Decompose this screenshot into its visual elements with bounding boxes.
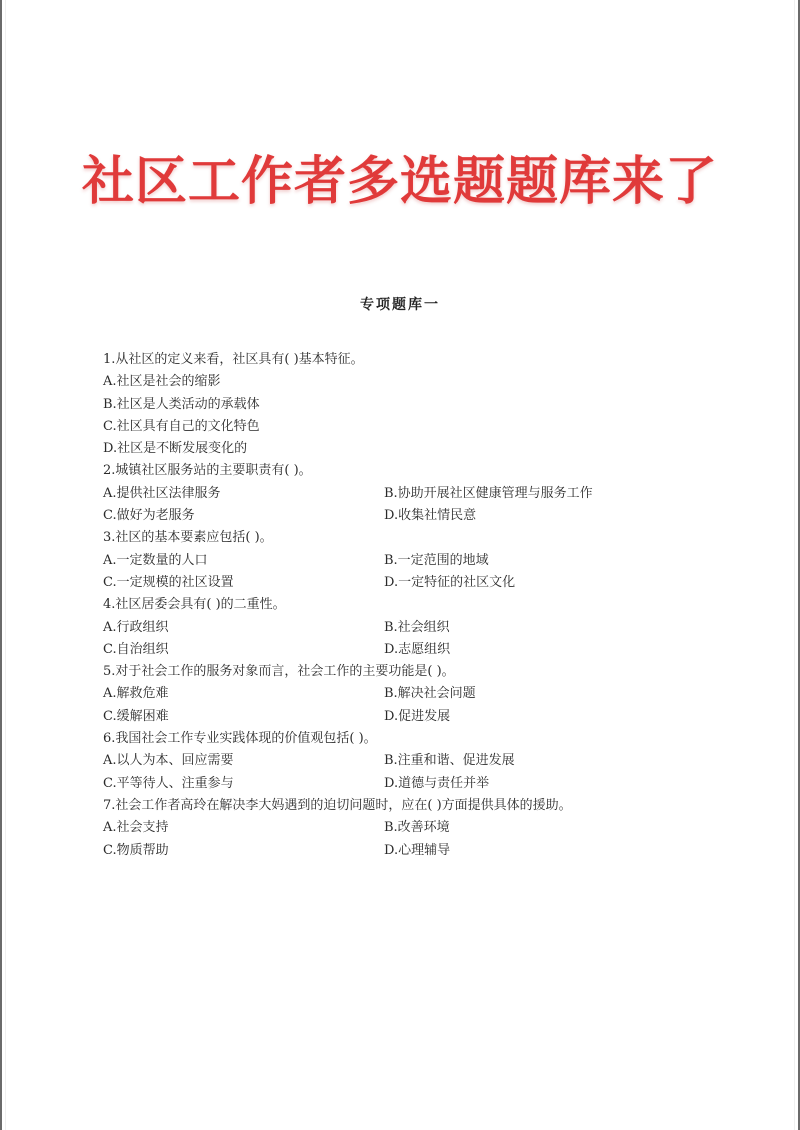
- option-d: D.一定特征的社区文化: [384, 574, 516, 590]
- option-row: [103, 617, 703, 639]
- page-title: 社区工作者多选题题库来了: [81, 151, 718, 212]
- option-b: B.社区是人类活动的承载体: [103, 396, 260, 412]
- option-row: [103, 550, 703, 572]
- option-c: C.自治组织: [103, 641, 169, 657]
- option-b: B.注重和谐、促进发展: [384, 753, 515, 769]
- question-stem: 4.社区居委会具有( )的二重性。: [103, 597, 286, 613]
- option-c: C.平等待人、注重参与: [103, 775, 234, 791]
- option-d: D.道德与责任并举: [384, 775, 490, 791]
- question-stem: 5.对于社会工作的服务对象而言，社会工作的主要功能是( )。: [103, 664, 455, 680]
- option-row: [103, 483, 703, 505]
- option-c: C.做好为老服务: [103, 508, 195, 524]
- question-stem: 1.从社区的定义来看，社区具有( )基本特征。: [103, 352, 364, 367]
- option-row: [103, 840, 703, 862]
- option-a: A.社区是社会的缩影: [103, 374, 221, 390]
- option-c: C.社区具有自己的文化特色: [103, 418, 260, 434]
- option-a: A.以人为本、回应需要: [103, 753, 234, 769]
- option-a: A.行政组织: [103, 619, 169, 635]
- option-b: B.社会组织: [384, 619, 450, 635]
- option-d: D.促进发展: [384, 708, 451, 724]
- option-d: D.心理辅导: [384, 842, 451, 858]
- question-stem: 7.社会工作者高玲在解决李大妈遇到的迫切问题时，应在( )方面提供具体的援助。: [103, 797, 572, 813]
- option-c: C.物质帮助: [103, 842, 169, 858]
- option-b: B.协助开展社区健康管理与服务工作: [384, 485, 593, 501]
- option-a: A.社会支持: [103, 820, 169, 836]
- option-a: A.提供社区法律服务: [103, 485, 221, 501]
- option-c: C.缓解困难: [103, 708, 169, 724]
- question-stem: 6.我国社会工作专业实践体现的价值观包括( )。: [103, 731, 377, 747]
- option-row: [103, 505, 703, 527]
- option-d: D.社区是不断发展变化的: [103, 441, 248, 457]
- option-row: [103, 683, 703, 705]
- option-row: [103, 706, 703, 728]
- option-b: B.一定范围的地域: [384, 552, 489, 568]
- option-row: [103, 750, 703, 772]
- option-row: [103, 817, 703, 839]
- option-a: A.一定数量的人口: [103, 552, 208, 568]
- option-a: A.解救危难: [103, 686, 169, 702]
- question-list: [103, 349, 703, 862]
- section-title: 专项题库一: [360, 297, 440, 313]
- question-stem: 2.城镇社区服务站的主要职责有( )。: [103, 463, 312, 479]
- option-row: [103, 773, 703, 795]
- option-d: D.收集社情民意: [384, 508, 477, 524]
- question-stem: 3.社区的基本要素应包括( )。: [103, 530, 273, 546]
- option-b: B.解决社会问题: [384, 686, 476, 702]
- option-c: C.一定规模的社区设置: [103, 574, 234, 590]
- option-d: D.志愿组织: [384, 641, 451, 657]
- option-row: [103, 572, 703, 594]
- option-row: [103, 639, 703, 661]
- option-b: B.改善环境: [384, 820, 450, 836]
